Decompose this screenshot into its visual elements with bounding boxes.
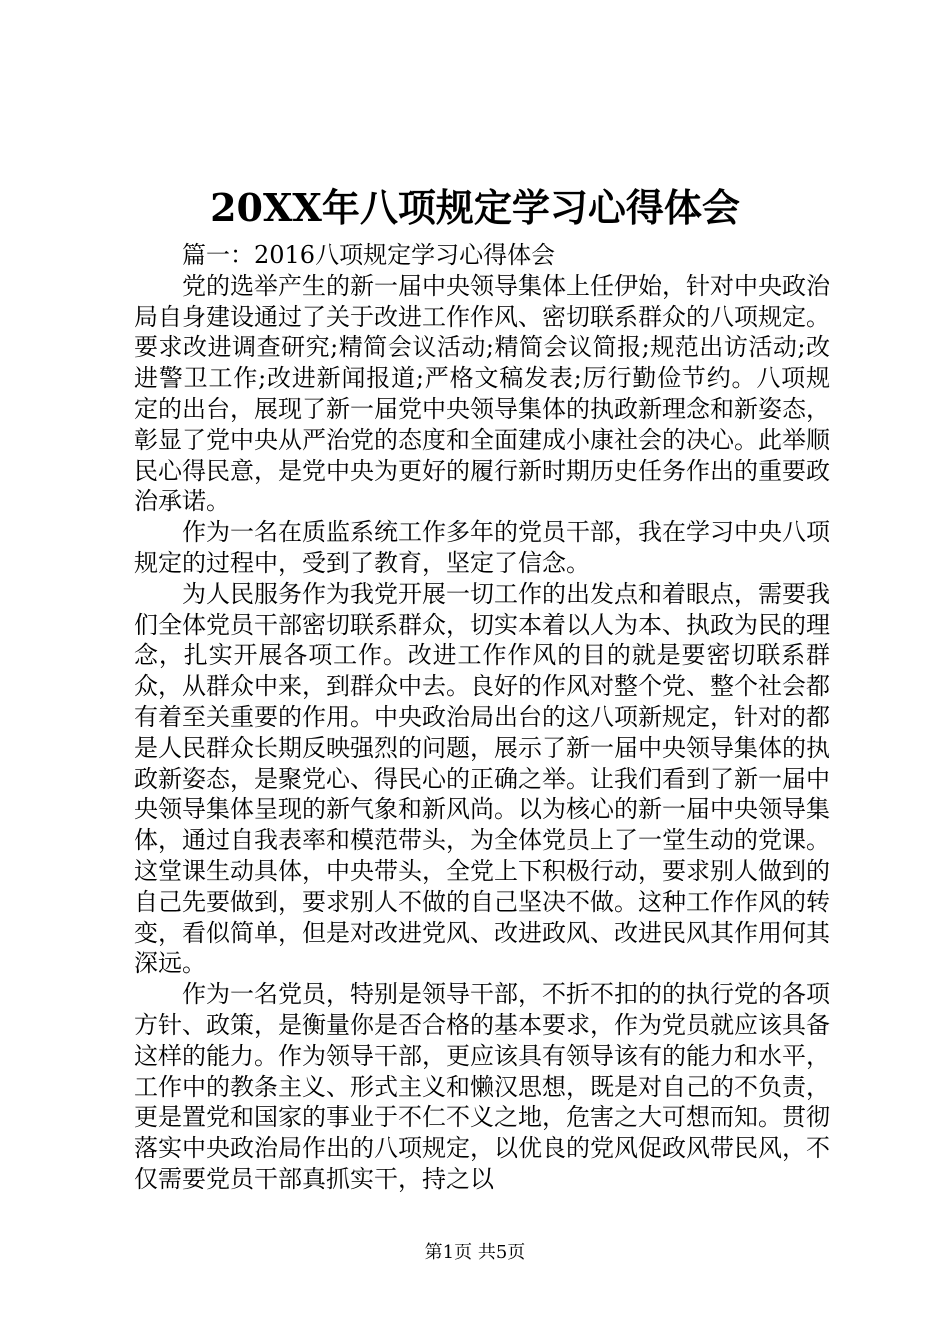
- paragraph-3: 为人民服务作为我党开展一切工作的出发点和着眼点，需要我们全体党员干部密切联系群众，切实本着以人为本、执政为民的理念，扎实开展各项工作。改进工作作风的目的就是要密切联系群众，从群众中来，到群众中去。良好的作风对整个党、整个社会都有着至关重要的作用。中央政治局出台的这八项新规定，针对的都是人民群众长期反映强烈的问题，展示了新一届中央领导集体的执政新姿态，是聚党心、得民心的正确之举。让我们看到了新一届中央领导集体呈现的新气象和新风尚。以为核心的新一届中央领导集体，通过自我表率和模范带头，为全体党员上了一堂生动的党课。这堂课生动具体，中央带头，全党上下积极行动，要求别人做到的自己先要做到，要求别人不做的自己坚决不做。这种工作作风的转变，看似简单，但是对改进党风、改进政风、改进民风其作用何其深远。: [134, 579, 830, 978]
- document-title: 20XX年八项规定学习心得体会: [210, 185, 740, 230]
- paragraph-2: 作为一名在质监系统工作多年的党员干部，我在学习中央八项规定的过程中，受到了教育，坚定了信念。: [134, 518, 830, 577]
- document-body: [134, 240, 830, 1195]
- paragraph-1: 党的选举产生的新一届中央领导集体上任伊始，针对中央政治局自身建设通过了关于改进工作作风、密切联系群众的八项规定。要求改进调查研究;精简会议活动;精简会议简报;规范出访活动;改进警卫工作;改进新闻报道;严格文稿发表;厉行勤俭节约。八项规定的出台，展现了新一届党中央领导集体的执政新理念和新姿态，彰显了党中央从严治党的态度和全面建成小康社会的决心。此举顺民心得民意，是党中央为更好的履行新时期历史任务作出的重要政治承诺。: [134, 271, 830, 516]
- paragraph-section-heading: 篇一：2016八项规定学习心得体会: [182, 241, 556, 269]
- paragraph-4: 作为一名党员，特别是领导干部，不折不扣的的执行党的各项方针、政策，是衡量你是否合格的基本要求，作为党员就应该具备这样的能力。作为领导干部，更应该具有领导该有的能力和水平，工作中的教条主义、形式主义和懒汉思想，既是对自己的不负责，更是置党和国家的事业于不仁不义之地，危害之大可想而知。贯彻落实中央政治局作出的八项规定，以优良的党风促政风带民风，不仅需要党员干部真抓实干，持之以: [134, 980, 830, 1193]
- page-number-footer: 第1页 共5页: [424, 1242, 526, 1263]
